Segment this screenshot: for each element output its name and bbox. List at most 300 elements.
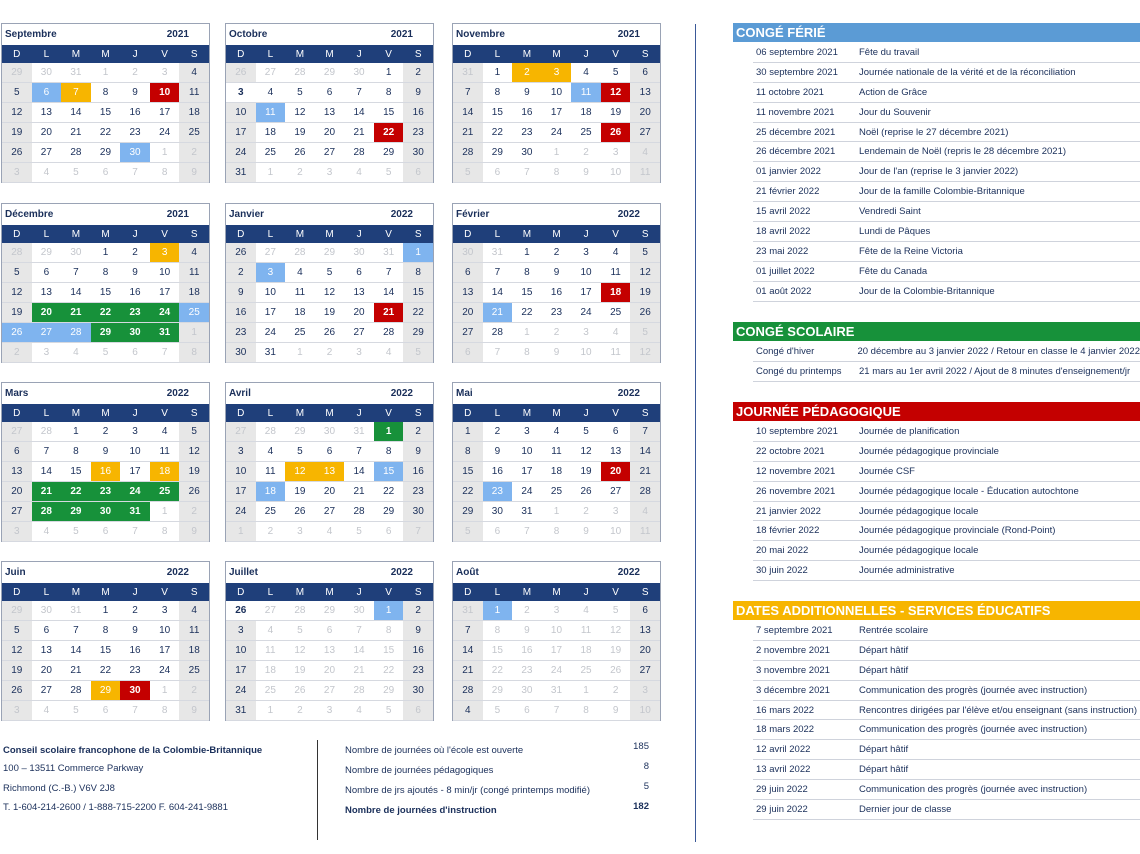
day-cell: 9: [403, 83, 433, 103]
day-cell: 5: [571, 422, 601, 442]
day-grid: [453, 583, 660, 721]
day-cell: 3: [2, 163, 32, 183]
day-cell: 27: [32, 681, 62, 701]
section-title: CONGÉ SCOLAIRE: [733, 322, 1140, 341]
day-cell: 7: [344, 442, 374, 462]
day-cell: 25: [150, 482, 180, 502]
legend-label: Journée pédagogique locale: [859, 505, 979, 517]
day-cell: 19: [285, 123, 315, 143]
day-cell: 16: [403, 641, 433, 661]
day-cell: 19: [571, 462, 601, 482]
weekday-header: J: [344, 45, 374, 63]
weekday-header: L: [256, 583, 286, 601]
day-cell: 13: [315, 103, 345, 123]
day-cell: 15: [512, 283, 542, 303]
address-line-2: Richmond (C.-B.) V6V 2J8: [3, 783, 115, 794]
day-cell: 3: [256, 263, 286, 283]
day-cell: 8: [179, 343, 209, 363]
day-cell: 2: [120, 243, 150, 263]
day-cell: 14: [453, 103, 483, 123]
legend-label: Fête du Canada: [859, 265, 928, 277]
weekday-header: J: [344, 404, 374, 422]
legend-label: Départ hâtif: [859, 644, 909, 656]
day-cell: 2: [512, 63, 542, 83]
day-cell: 26: [179, 482, 209, 502]
day-cell: 8: [374, 83, 404, 103]
day-cell: 29: [483, 681, 513, 701]
legend-row: [753, 202, 1140, 222]
day-cell: 31: [483, 243, 513, 263]
weekday-header: S: [630, 404, 660, 422]
day-cell: 16: [403, 103, 433, 123]
day-cell: 28: [61, 143, 91, 163]
day-cell: 11: [256, 641, 286, 661]
legend-label: Journée pédagogique provinciale: [859, 445, 999, 457]
day-cell: 9: [226, 283, 256, 303]
weekday-header: V: [601, 404, 631, 422]
day-cell: 8: [571, 701, 601, 721]
day-cell: 6: [120, 343, 150, 363]
day-cell: 5: [630, 243, 660, 263]
day-cell: 4: [344, 701, 374, 721]
day-cell: 22: [374, 661, 404, 681]
legend-label: Lundi de Pâques: [859, 225, 931, 237]
day-cell: 30: [32, 63, 62, 83]
day-cell: 6: [453, 343, 483, 363]
day-cell: 1: [179, 323, 209, 343]
day-cell: 10: [571, 263, 601, 283]
day-cell: 27: [226, 422, 256, 442]
weekday-header: M: [512, 404, 542, 422]
day-cell: 19: [179, 462, 209, 482]
day-cell: 17: [150, 103, 180, 123]
legend-label: Action de Grâce: [859, 86, 928, 98]
weekday-header: M: [285, 404, 315, 422]
day-cell: 8: [483, 83, 513, 103]
legend-row: [753, 621, 1140, 641]
weekday-header: L: [256, 45, 286, 63]
legend-row: [753, 661, 1140, 681]
day-cell: 28: [344, 143, 374, 163]
day-cell: 17: [542, 103, 572, 123]
day-cell: 31: [453, 63, 483, 83]
day-cell: 26: [601, 123, 631, 143]
weekday-header: L: [32, 404, 62, 422]
day-cell: 8: [483, 621, 513, 641]
day-cell: 26: [315, 323, 345, 343]
day-cell: 24: [150, 123, 180, 143]
day-cell: 1: [150, 681, 180, 701]
day-cell: 3: [542, 601, 572, 621]
day-cell: 2: [403, 601, 433, 621]
weekday-header: J: [344, 583, 374, 601]
day-cell: 23: [120, 123, 150, 143]
day-cell: 30: [512, 143, 542, 163]
day-cell: 5: [630, 323, 660, 343]
legend-row: [753, 182, 1140, 202]
day-cell: 21: [61, 661, 91, 681]
day-cell: 17: [256, 303, 286, 323]
weekday-header: M: [542, 404, 572, 422]
weekday-header: L: [32, 225, 62, 243]
legend-label: Journée CSF: [859, 465, 915, 477]
legend-date: Congé d'hiver: [756, 345, 815, 357]
day-cell: 11: [571, 83, 601, 103]
day-cell: 23: [403, 661, 433, 681]
legend-label: Journée pédagogique provinciale (Rond-Point): [859, 525, 1056, 537]
day-cell: 6: [403, 701, 433, 721]
weekday-header: M: [61, 45, 91, 63]
legend-row: [753, 720, 1140, 740]
day-cell: 22: [374, 123, 404, 143]
day-cell: 16: [120, 641, 150, 661]
legend-date: 2 novembre 2021: [756, 644, 830, 656]
day-cell: 3: [2, 701, 32, 721]
legend-date: 01 juillet 2022: [756, 265, 815, 277]
day-cell: 26: [285, 143, 315, 163]
day-cell: 6: [315, 621, 345, 641]
day-cell: 1: [256, 701, 286, 721]
day-cell: 14: [344, 462, 374, 482]
day-cell: 3: [226, 83, 256, 103]
day-cell: 17: [150, 283, 180, 303]
month-year: 2021: [617, 29, 640, 40]
day-cell: 28: [285, 243, 315, 263]
day-cell: 8: [374, 442, 404, 462]
legend-label: Communication des progrès (journée avec instruction): [859, 684, 1088, 696]
legend-date: 12 avril 2022: [756, 744, 811, 756]
day-cell: 17: [226, 482, 256, 502]
day-cell: 1: [483, 63, 513, 83]
day-cell: 3: [150, 601, 180, 621]
weekday-header: D: [453, 583, 483, 601]
day-cell: 4: [150, 422, 180, 442]
month-calendar: [452, 382, 661, 542]
month-calendar: [452, 561, 661, 721]
day-cell: 20: [601, 462, 631, 482]
month-calendar: [225, 203, 434, 363]
day-cell: 11: [179, 621, 209, 641]
month-name: Mars: [5, 388, 29, 399]
legend-date: 26 décembre 2021: [756, 146, 836, 158]
day-cell: 27: [601, 482, 631, 502]
weekday-header: V: [374, 225, 404, 243]
day-cell: 17: [120, 462, 150, 482]
legend-date: 15 avril 2022: [756, 206, 811, 218]
day-cell: 2: [403, 422, 433, 442]
day-cell: 8: [403, 263, 433, 283]
day-cell: 26: [2, 143, 32, 163]
org-name: Conseil scolaire francophone de la Colombie-Britannique: [3, 745, 263, 756]
weekday-header: M: [91, 404, 121, 422]
day-cell: 30: [61, 243, 91, 263]
day-cell: 9: [542, 263, 572, 283]
weekday-header: M: [91, 583, 121, 601]
day-cell: 26: [2, 323, 32, 343]
day-cell: 25: [256, 143, 286, 163]
weekday-header: J: [571, 583, 601, 601]
day-cell: 18: [571, 103, 601, 123]
day-cell: 1: [285, 343, 315, 363]
address-line-1: 100 – 13511 Commerce Parkway: [3, 763, 144, 774]
weekday-header: L: [483, 225, 513, 243]
day-cell: 3: [571, 243, 601, 263]
day-cell: 4: [344, 163, 374, 183]
day-cell: 11: [542, 442, 572, 462]
legend-row: [753, 740, 1140, 760]
day-cell: 6: [2, 442, 32, 462]
legend-row: [753, 641, 1140, 661]
legend-date: 18 février 2022: [756, 525, 820, 537]
day-cell: 7: [344, 83, 374, 103]
weekday-header: V: [601, 45, 631, 63]
weekday-header: M: [315, 404, 345, 422]
day-cell: 28: [285, 63, 315, 83]
day-cell: 5: [61, 701, 91, 721]
day-cell: 2: [285, 163, 315, 183]
day-cell: 1: [61, 422, 91, 442]
day-cell: 1: [374, 601, 404, 621]
legend-row: [753, 422, 1140, 442]
weekday-header: J: [120, 45, 150, 63]
day-cell: 26: [571, 482, 601, 502]
month-name: Septembre: [5, 29, 57, 40]
day-cell: 17: [226, 661, 256, 681]
day-cell: 3: [315, 163, 345, 183]
day-cell: 2: [483, 422, 513, 442]
weekday-header: D: [2, 583, 32, 601]
day-cell: 4: [542, 422, 572, 442]
day-cell: 20: [315, 123, 345, 143]
legend-row: [753, 162, 1140, 182]
stat-label: Nombre de journées pédagogiques: [345, 765, 494, 776]
month-year: 2022: [390, 209, 413, 220]
day-cell: 12: [179, 442, 209, 462]
month-header: [453, 383, 660, 404]
day-cell: 22: [403, 303, 433, 323]
day-cell: 12: [2, 283, 32, 303]
day-cell: 5: [344, 522, 374, 542]
day-cell: 20: [630, 641, 660, 661]
day-cell: 25: [601, 303, 631, 323]
day-cell: 2: [571, 143, 601, 163]
day-cell: 27: [630, 123, 660, 143]
day-cell: 3: [571, 323, 601, 343]
day-cell: 12: [285, 103, 315, 123]
day-cell: 8: [150, 522, 180, 542]
day-cell: 5: [601, 601, 631, 621]
legend-row: [753, 482, 1140, 502]
day-cell: 4: [61, 343, 91, 363]
day-cell: 13: [630, 83, 660, 103]
legend-label: Départ hâtif: [859, 744, 909, 756]
day-cell: 28: [61, 681, 91, 701]
day-cell: 30: [344, 63, 374, 83]
day-cell: 23: [226, 323, 256, 343]
day-cell: 12: [571, 442, 601, 462]
legend-row: [753, 462, 1140, 482]
day-cell: 31: [61, 63, 91, 83]
weekday-header: M: [285, 45, 315, 63]
legend-row: [753, 123, 1140, 143]
weekday-header: J: [120, 225, 150, 243]
stat-value: 8: [643, 761, 649, 772]
legend-label: 20 décembre au 3 janvier 2022 / Retour en classe le 4 janvier 2022: [857, 345, 1140, 357]
day-cell: 27: [344, 323, 374, 343]
legend-row: [753, 103, 1140, 123]
day-cell: 31: [150, 323, 180, 343]
legend-label: Fête du travail: [859, 46, 920, 58]
day-cell: 9: [403, 442, 433, 462]
weekday-header: V: [374, 45, 404, 63]
day-cell: 5: [483, 701, 513, 721]
day-cell: 2: [542, 323, 572, 343]
day-cell: 19: [2, 123, 32, 143]
day-cell: 13: [32, 641, 62, 661]
day-cell: 22: [374, 482, 404, 502]
day-cell: 5: [61, 163, 91, 183]
day-cell: 2: [542, 243, 572, 263]
section-rows: [753, 422, 1140, 581]
section-rows: [753, 621, 1140, 820]
day-cell: 9: [512, 83, 542, 103]
day-cell: 2: [120, 63, 150, 83]
section-title: DATES ADDITIONNELLES - SERVICES ÉDUCATIFS: [733, 601, 1140, 620]
day-cell: 8: [453, 442, 483, 462]
day-cell: 23: [91, 482, 121, 502]
legend-row: [753, 681, 1140, 701]
day-grid: [226, 225, 433, 363]
day-cell: 11: [630, 522, 660, 542]
day-cell: 18: [179, 283, 209, 303]
month-year: 2021: [166, 209, 189, 220]
day-cell: 3: [226, 442, 256, 462]
day-cell: 31: [542, 681, 572, 701]
day-cell: 26: [285, 502, 315, 522]
month-year: 2022: [166, 388, 189, 399]
day-cell: 15: [374, 103, 404, 123]
day-cell: 2: [571, 502, 601, 522]
weekday-header: M: [512, 225, 542, 243]
weekday-header: D: [226, 404, 256, 422]
legend-row: [753, 362, 1140, 382]
day-cell: 27: [256, 243, 286, 263]
day-cell: 6: [453, 263, 483, 283]
legend-date: 3 décembre 2021: [756, 684, 830, 696]
day-cell: 30: [483, 502, 513, 522]
weekday-header: J: [120, 583, 150, 601]
day-cell: 19: [285, 482, 315, 502]
day-cell: 19: [630, 283, 660, 303]
day-cell: 2: [179, 143, 209, 163]
legend-row: [753, 701, 1140, 721]
day-cell: 9: [571, 163, 601, 183]
day-cell: 5: [453, 522, 483, 542]
day-cell: 22: [453, 482, 483, 502]
day-grid: [453, 45, 660, 183]
month-name: Février: [456, 209, 490, 220]
day-cell: 10: [150, 83, 180, 103]
day-cell: 25: [571, 661, 601, 681]
stat-label: Nombre de journées où l'école est ouverte: [345, 745, 524, 756]
legend-label: Communication des progrès (journée avec instruction): [859, 724, 1088, 736]
day-cell: 3: [150, 63, 180, 83]
day-cell: 18: [285, 303, 315, 323]
day-grid: [453, 225, 660, 363]
day-cell: 14: [344, 103, 374, 123]
legend-date: 30 septembre 2021: [756, 66, 838, 78]
day-cell: 7: [61, 83, 91, 103]
day-cell: 16: [91, 462, 121, 482]
weekday-header: D: [453, 404, 483, 422]
day-cell: 4: [453, 701, 483, 721]
day-cell: 4: [256, 83, 286, 103]
day-cell: 27: [32, 143, 62, 163]
day-cell: 25: [542, 482, 572, 502]
weekday-header: M: [542, 45, 572, 63]
day-cell: 29: [61, 502, 91, 522]
month-year: 2021: [390, 29, 413, 40]
day-cell: 3: [315, 701, 345, 721]
day-cell: 12: [601, 83, 631, 103]
day-cell: 17: [226, 123, 256, 143]
day-cell: 5: [285, 83, 315, 103]
weekday-header: J: [120, 404, 150, 422]
day-grid: [226, 404, 433, 542]
day-cell: 20: [453, 303, 483, 323]
day-cell: 20: [315, 661, 345, 681]
day-cell: 14: [344, 641, 374, 661]
day-cell: 7: [542, 701, 572, 721]
weekday-header: M: [542, 225, 572, 243]
weekday-header: L: [256, 404, 286, 422]
day-cell: 29: [2, 601, 32, 621]
day-cell: 22: [483, 123, 513, 143]
day-cell: 29: [91, 143, 121, 163]
day-cell: 14: [374, 283, 404, 303]
day-cell: 9: [120, 621, 150, 641]
day-cell: 7: [120, 701, 150, 721]
legend-date: 16 mars 2022: [756, 704, 815, 716]
day-cell: 1: [403, 243, 433, 263]
day-cell: 6: [32, 621, 62, 641]
day-cell: 1: [483, 601, 513, 621]
weekday-header: M: [315, 583, 345, 601]
legend-label: Noël (reprise le 27 décembre 2021): [859, 126, 1009, 138]
section-rows: [753, 342, 1140, 382]
day-cell: 26: [226, 63, 256, 83]
month-header: [453, 204, 660, 225]
day-cell: 29: [403, 323, 433, 343]
day-cell: 22: [91, 303, 121, 323]
day-cell: 31: [453, 601, 483, 621]
day-cell: 18: [179, 103, 209, 123]
day-cell: 4: [256, 621, 286, 641]
day-cell: 27: [315, 502, 345, 522]
legend-date: 25 décembre 2021: [756, 126, 836, 138]
day-cell: 7: [453, 621, 483, 641]
day-cell: 2: [120, 601, 150, 621]
day-cell: 1: [91, 601, 121, 621]
day-cell: 27: [256, 601, 286, 621]
day-cell: 17: [571, 283, 601, 303]
month-calendar: [225, 382, 434, 542]
day-cell: 4: [32, 163, 62, 183]
month-header: [453, 24, 660, 45]
day-cell: 6: [91, 522, 121, 542]
day-cell: 16: [120, 103, 150, 123]
day-cell: 30: [120, 323, 150, 343]
